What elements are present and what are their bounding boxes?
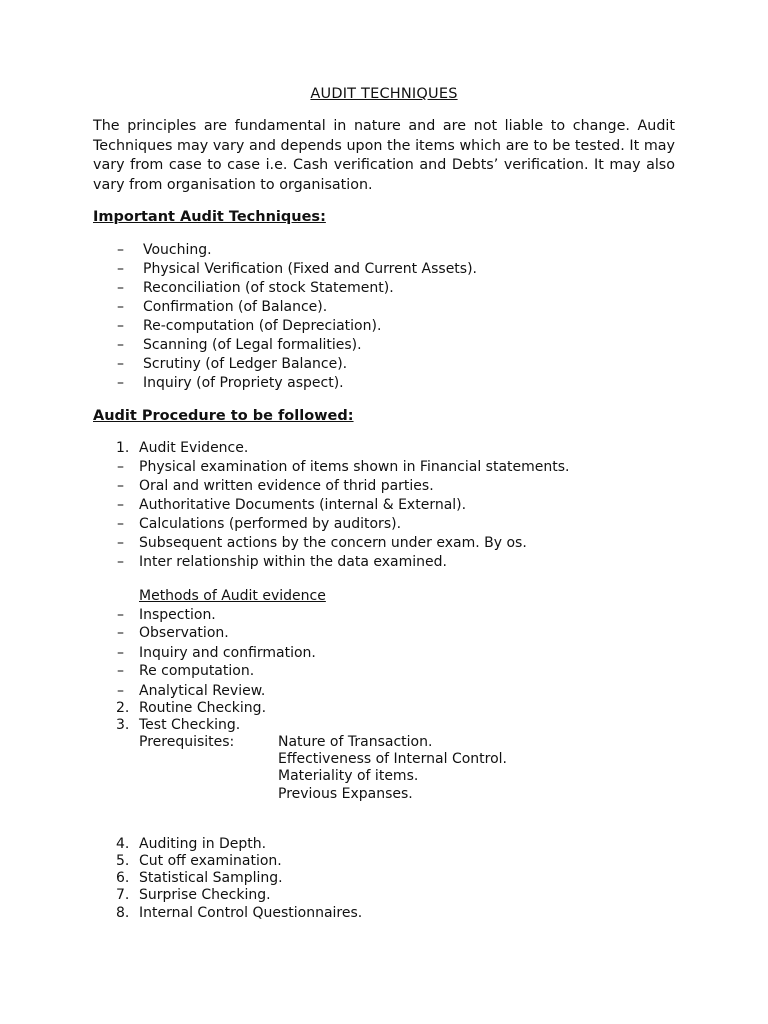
dash-marker: – xyxy=(117,337,124,353)
method-text: Re computation. xyxy=(139,663,255,679)
dash-marker: – xyxy=(117,299,124,315)
dash-marker: – xyxy=(117,497,124,513)
dash-marker: – xyxy=(117,535,124,551)
dash-marker: – xyxy=(117,375,124,391)
procedure-heading: Audit Procedure to be followed: xyxy=(93,408,354,424)
dash-marker: – xyxy=(117,242,124,258)
item-number: 4. xyxy=(116,836,130,852)
dash-marker: – xyxy=(117,318,124,334)
dash-marker: – xyxy=(117,280,124,296)
technique-text: Confirmation (of Balance). xyxy=(143,299,328,315)
procedure-text: Internal Control Questionnaires. xyxy=(139,905,363,921)
procedure-text: Test Checking. xyxy=(139,717,241,733)
method-text: Inquiry and confirmation. xyxy=(139,645,316,661)
technique-text: Vouching. xyxy=(143,242,212,258)
procedure-text: Surprise Checking. xyxy=(139,887,271,903)
item-number: 8. xyxy=(116,905,130,921)
dash-marker: – xyxy=(117,625,124,641)
item-number: 1. xyxy=(116,440,130,456)
procedure-text: Audit Evidence. xyxy=(139,440,249,456)
item-number: 3. xyxy=(116,717,130,733)
dash-marker: – xyxy=(117,478,124,494)
technique-text: Scrutiny (of Ledger Balance). xyxy=(143,356,348,372)
evidence-text: Inter relationship within the data examined. xyxy=(139,554,447,570)
procedure-text: Statistical Sampling. xyxy=(139,870,283,886)
dash-marker: – xyxy=(117,459,124,475)
procedure-text: Cut off examination. xyxy=(139,853,282,869)
item-number: 7. xyxy=(116,887,130,903)
dash-marker: – xyxy=(117,554,124,570)
technique-text: Re-computation (of Depreciation). xyxy=(143,318,382,334)
document-title: AUDIT TECHNIQUES xyxy=(310,86,458,102)
dash-marker: – xyxy=(117,261,124,277)
item-number: 6. xyxy=(116,870,130,886)
item-number: 2. xyxy=(116,700,130,716)
dash-marker: – xyxy=(117,356,124,372)
dash-marker: – xyxy=(117,516,124,532)
evidence-text: Subsequent actions by the concern under exam. By os. xyxy=(139,535,527,551)
method-text: Inspection. xyxy=(139,607,216,623)
methods-subheading: Methods of Audit evidence xyxy=(139,588,326,604)
item-number: 5. xyxy=(116,853,130,869)
method-text: Observation. xyxy=(139,625,229,641)
technique-text: Physical Verification (Fixed and Current Assets). xyxy=(143,261,477,277)
techniques-heading: Important Audit Techniques: xyxy=(93,209,326,225)
prerequisite-text: Nature of Transaction. xyxy=(278,734,433,750)
evidence-text: Calculations (performed by auditors). xyxy=(139,516,402,532)
evidence-text: Authoritative Documents (internal & External). xyxy=(139,497,467,513)
dash-marker: – xyxy=(117,645,124,661)
method-text: Analytical Review. xyxy=(139,683,266,699)
procedure-text: Auditing in Depth. xyxy=(139,836,267,852)
prerequisite-text: Materiality of items. xyxy=(278,768,419,784)
prerequisite-text: Effectiveness of Internal Control. xyxy=(278,751,508,767)
evidence-text: Physical examination of items shown in Financial statements. xyxy=(139,459,570,475)
technique-text: Inquiry (of Propriety aspect). xyxy=(143,375,344,391)
dash-marker: – xyxy=(117,663,124,679)
technique-text: Reconciliation (of stock Statement). xyxy=(143,280,394,296)
dash-marker: – xyxy=(117,683,124,699)
prerequisite-text: Previous Expanses. xyxy=(278,786,413,802)
prerequisites-label: Prerequisites: xyxy=(139,734,235,750)
procedure-text: Routine Checking. xyxy=(139,700,267,716)
intro-paragraph: The principles are fundamental in nature and are not liable to change. Audit Techniques may vary and depends upon the items which are to be tested. It may vary from case to case i.e. Cash verification and Debts’ verification. It may also vary from organisation to organisation. xyxy=(93,118,675,193)
dash-marker: – xyxy=(117,607,124,623)
technique-text: Scanning (of Legal formalities). xyxy=(143,337,362,353)
evidence-text: Oral and written evidence of thrid parties. xyxy=(139,478,434,494)
